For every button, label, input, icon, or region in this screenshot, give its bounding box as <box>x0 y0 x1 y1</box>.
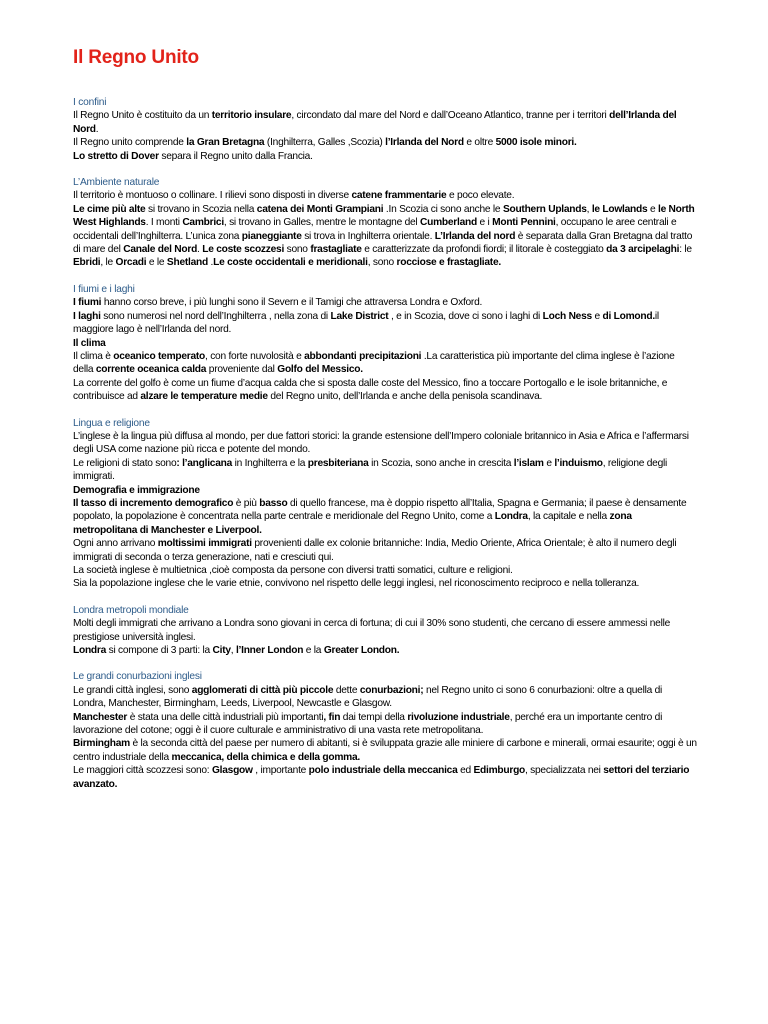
bold-text: le Lowlands <box>591 203 648 215</box>
bold-text: catene frammentarie <box>351 190 447 202</box>
bold-text: L’Irlanda del nord <box>434 230 516 242</box>
text-run: , circondato dal mare del Nord e dall’Oceano Atlantico, tranne per i territori <box>291 110 610 122</box>
text-run: in Scozia, sono anche in crescita <box>368 457 514 469</box>
bold-text: Le coste scozzesi <box>202 244 285 256</box>
text-run: in Inghilterra e la <box>232 457 308 469</box>
bold-text: I laghi <box>73 310 101 322</box>
bold-text: Lake District <box>330 310 389 322</box>
bold-text: oceanico temperato <box>113 350 206 362</box>
paragraph <box>73 564 697 577</box>
bold-text: le North West Highlands <box>73 203 695 229</box>
bold-text: l’islam <box>513 457 544 469</box>
bold-text: agglomerati di città più piccole <box>191 684 334 696</box>
section-heading: Londra metropoli mondiale <box>73 604 189 616</box>
paragraph <box>73 484 697 497</box>
paragraph <box>73 136 697 149</box>
bold-text: Demografia e immigrazione <box>73 484 200 496</box>
bold-text: Canale del Nord <box>123 244 198 256</box>
text-run: è la seconda città del paese per numero di abitanti, si è sviluppata grazie alle miniere di carbone e minerali, ormai esaurite; oggi è un centro industriale della <box>73 738 697 763</box>
bold-text: Manchester <box>73 711 128 723</box>
text-run: Il Regno unito comprende <box>73 137 187 149</box>
bold-text: Cambrici <box>182 217 224 229</box>
bold-text: Glasgow <box>211 765 253 777</box>
bold-text: polo industriale della meccanica <box>308 765 458 777</box>
bold-text: la Gran Bretagna <box>186 137 265 149</box>
text-run: Le religioni di stato sono <box>73 457 177 469</box>
text-run: , occupano le aree centrali e occidentali dell’Inghilterra. L’unica zona <box>73 217 677 242</box>
text-run: sono <box>284 244 311 256</box>
bold-text: Ebridi <box>73 257 101 269</box>
bold-text: 5000 isole minori. <box>495 137 577 149</box>
text-run: La corrente del golfo è come un fiume d’acqua calda che si sposta dalle coste del Messico, fino a toccare Portogallo e le isole britanniche, e contribuisce ad <box>73 377 668 403</box>
document-page <box>73 44 697 791</box>
bold-text: moltissimi immigrati <box>157 538 252 550</box>
text-run: di quello francese, ma è doppio rispetto all’Italia, Spagna e Germania; il paese è densamente popolato, la popolazione è concentrata nella parte centrale e meridionale del Regno Unito, come a <box>73 497 687 523</box>
text-run: nel Regno unito ci sono 6 conurbazioni: oltre a quella di Londra, Manchester, Birmingham, Leeds, Liverpool, Newcastle e Glasgow. <box>73 684 663 710</box>
paragraph <box>73 577 697 590</box>
text-run: dai tempi della <box>340 711 408 723</box>
section-conurbazioni <box>73 670 697 791</box>
text-run: proveniente dal <box>206 364 278 376</box>
bold-text: Le coste occidentali e meridionali <box>213 257 368 269</box>
text-run: è stata una delle città industriali più importanti <box>127 711 324 723</box>
text-run: hanno corso breve, i più lunghi sono il Severn e il Tamigi che attraversa Londra e Oxford. <box>101 297 483 309</box>
bold-text: Southern Uplands <box>502 203 587 215</box>
section-heading: I fiumi e i laghi <box>73 283 135 295</box>
text-run: L’inglese è la lingua più diffusa al mondo, per due fattori storici: la grande estensione dell’Impero coloniale britannico in Asia e Africa e l’affermarsi degli USA come nazione più ricca e potente del mondo. <box>73 430 689 456</box>
bold-text: pianeggiante <box>241 230 302 242</box>
text-run: sono numerosi nel nord dell’Inghilterra , nella zona di <box>100 310 331 322</box>
text-run: provenienti dalle ex colonie britanniche: India, Medio Oriente, Africa Orientale; è alto il numero degli immigrati di seconda o terza generazione, nati e cresciuti qui. <box>73 538 677 563</box>
section-body <box>73 189 697 269</box>
section-heading: L’Ambiente naturale <box>73 177 160 189</box>
bold-text: frastagliate <box>310 244 362 256</box>
bold-text: presbiteriana <box>307 457 369 469</box>
text-run: del Regno unito, dell’Irlanda e anche della penisola scandinava. <box>267 391 543 403</box>
text-run: , le <box>100 257 116 269</box>
section-heading: Le grandi conurbazioni inglesi <box>73 671 202 683</box>
bold-text: Lo stretto di Dover <box>73 150 159 162</box>
bold-text: Londra <box>494 511 528 523</box>
bold-text: Birmingham <box>73 738 130 750</box>
bold-text: , fin <box>323 711 341 723</box>
text-run: .In Scozia ci sono anche le <box>383 203 503 215</box>
section-londra <box>73 604 697 658</box>
bold-text: Monti Pennini <box>492 217 556 229</box>
section-confini <box>73 96 697 163</box>
bold-text: City <box>212 645 231 657</box>
text-run: , e in Scozia, dove ci sono i laghi di <box>388 310 543 322</box>
text-run: Le grandi città inglesi, sono <box>73 684 192 696</box>
bold-text: : l’anglicana <box>176 457 233 469</box>
text-run: Il territorio è montuoso o collinare. I rilievi sono disposti in diverse <box>73 190 352 202</box>
paragraph <box>73 337 697 350</box>
section-heading: Lingua e religione <box>73 417 150 429</box>
text-run: e poco elevate. <box>446 190 515 202</box>
bold-text: da 3 arcipelaghi <box>606 244 680 256</box>
text-run: Le maggiori città scozzesi sono: <box>73 765 212 777</box>
paragraph <box>73 377 697 404</box>
text-run: separa il Regno unito dalla Francia. <box>158 150 313 162</box>
bold-text: meccanica, della chimica e della gomma. <box>171 751 360 763</box>
paragraph <box>73 617 697 644</box>
text-run: Sia la popolazione inglese che le varie etnie, convivono nel rispetto delle leggi inglesi, nel riconoscimento reciproco e nella tolleranza. <box>73 578 640 590</box>
bold-text: Cumberland <box>420 217 477 229</box>
text-run: , <box>230 645 236 657</box>
text-run: . <box>197 244 203 256</box>
bold-text: l’induismo <box>554 457 603 469</box>
text-run: si trovano in Scozia nella <box>145 203 257 215</box>
paragraph <box>73 497 697 537</box>
text-run: Il clima è <box>73 350 114 362</box>
bold-text: l’Inner London <box>235 645 304 657</box>
text-run: ed <box>457 765 474 777</box>
section-fiumi-laghi <box>73 283 697 404</box>
bold-text: Il tasso di incremento demografico <box>73 497 234 509</box>
text-run: e caratterizzate da profondi fiordi; il litorale è costeggiato <box>361 244 607 256</box>
text-run: Il Regno Unito è costituito da un <box>73 110 212 122</box>
text-run: e <box>647 203 658 215</box>
text-run: , religione degli immigrati. <box>73 457 668 483</box>
text-run: Molti degli immigrati che arrivano a Londra sono giovani in cerca di fortuna; di cui il 30% sono studenti, che cercano di essere ammessi nelle prestigiose università inglesi. <box>73 618 671 643</box>
paragraph <box>73 109 697 136</box>
bold-text: conurbazioni; <box>359 684 424 696</box>
text-run: , si trovano in Galles, mentre le montagne del <box>223 217 420 229</box>
bold-text: settori del terziario avanzato. <box>73 765 690 790</box>
bold-text: Shetland <box>166 257 208 269</box>
text-run: si trova in Inghilterra orientale. <box>301 230 435 242</box>
text-run: il maggiore lago è nell’Irlanda del nord. <box>73 310 659 336</box>
text-run: si compone di 3 parti: la <box>106 645 213 657</box>
bold-text: Golfo del Messico. <box>277 364 363 376</box>
paragraph <box>73 203 697 270</box>
section-ambiente-naturale <box>73 176 697 270</box>
paragraph <box>73 430 697 457</box>
text-run: è più <box>233 497 260 509</box>
text-run: , la capitale e nella <box>527 511 610 523</box>
paragraph <box>73 310 697 337</box>
bold-text: dell’Irlanda del Nord <box>73 110 677 135</box>
text-run: , sono <box>367 257 397 269</box>
text-run: e oltre <box>463 137 496 149</box>
bold-text: abbondanti precipitazioni <box>304 350 422 362</box>
bold-text: rocciose e frastagliate. <box>396 257 501 269</box>
section-body <box>73 109 697 163</box>
paragraph <box>73 150 697 163</box>
bold-text: I fiumi <box>73 297 102 309</box>
paragraph <box>73 764 697 791</box>
text-run: e la <box>303 645 324 657</box>
section-heading: I confini <box>73 97 107 108</box>
section-lingua-religione <box>73 417 697 591</box>
paragraph <box>73 684 697 711</box>
text-run: (Inghilterra, Galles ,Scozia) <box>264 137 386 149</box>
section-body <box>73 684 697 791</box>
bold-text: zona metropolitana di Manchester e Liverpool. <box>73 511 632 536</box>
text-run: e <box>543 457 555 469</box>
text-run: e le <box>146 257 167 269</box>
text-run: è separata dalla Gran Bretagna dal tratto di mare del <box>73 230 693 256</box>
text-run: . I monti <box>145 217 183 229</box>
text-run: , specializzata nei <box>525 765 604 777</box>
bold-text: basso <box>259 497 288 509</box>
bold-text: di Lomond. <box>602 310 655 322</box>
bold-text: territorio insulare <box>211 110 292 122</box>
text-run: . <box>95 123 99 135</box>
text-run: , <box>586 203 592 215</box>
text-run: .La caratteristica più importante del clima inglese è l’azione della <box>73 350 675 376</box>
paragraph <box>73 189 697 202</box>
bold-text: Il clima <box>73 337 106 349</box>
text-run: Ogni anno arrivano <box>73 538 158 550</box>
paragraph <box>73 737 697 764</box>
text-run: : le <box>679 244 692 256</box>
paragraph <box>73 350 697 377</box>
paragraph <box>73 537 697 564</box>
text-run: e i <box>476 217 493 229</box>
text-run: . <box>207 257 214 269</box>
text-run: , perché era un importante centro di lavorazione del cotone; oggi è il cuore culturale e amministrativo di una vasta rete metropolitana. <box>73 711 663 737</box>
paragraph <box>73 296 697 309</box>
text-run: , con forte nuvolosità e <box>205 350 305 362</box>
paragraph <box>73 711 697 738</box>
bold-text: corrente oceanica calda <box>95 364 207 376</box>
text-run: , importante <box>252 765 309 777</box>
paragraph <box>73 644 697 657</box>
page-title: Il Regno Unito <box>73 47 199 68</box>
bold-text: l’Irlanda del Nord <box>385 137 464 149</box>
bold-text: Greater London. <box>323 645 400 657</box>
bold-text: alzare le temperature medie <box>140 391 268 403</box>
text-run: La società inglese è multietnica ,cioè composta da persone con diversi tratti somatici, culture e religioni. <box>73 565 513 576</box>
section-body <box>73 430 697 591</box>
paragraph <box>73 457 697 484</box>
bold-text: Londra <box>73 645 107 657</box>
section-body <box>73 296 697 403</box>
bold-text: Edimburgo <box>473 765 526 777</box>
bold-text: rivoluzione industriale <box>407 711 510 723</box>
bold-text: catena dei Monti Grampiani <box>256 203 384 215</box>
section-body <box>73 617 697 657</box>
bold-text: Orcadi <box>115 257 147 269</box>
text-run: dette <box>333 684 360 696</box>
bold-text: Loch Ness <box>542 310 592 322</box>
text-run: e <box>591 310 603 322</box>
bold-text: Le cime più alte <box>73 203 146 215</box>
